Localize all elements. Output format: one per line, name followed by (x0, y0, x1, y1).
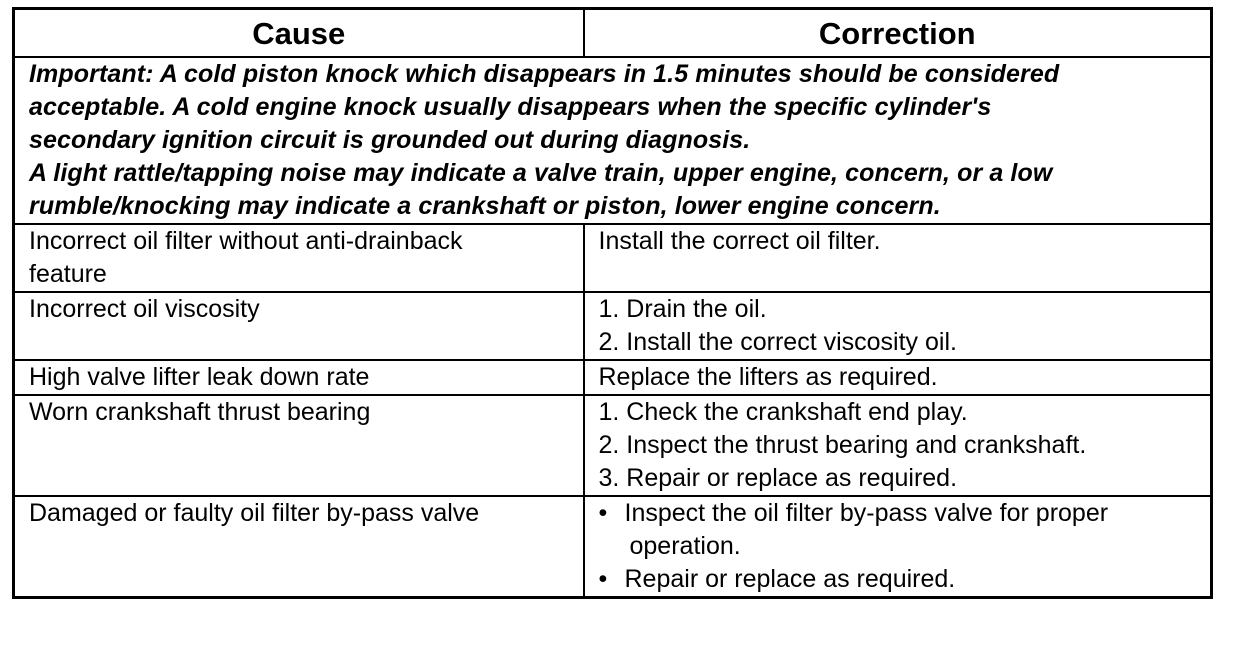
table-row (14, 292, 1212, 360)
correction-step: 2. Install the correct viscosity oil. (598, 328, 957, 356)
table-row (14, 496, 1212, 598)
note-row (14, 57, 1212, 224)
note-line: Important: A cold piston knock which disappears in 1.5 minutes should be considered (29, 60, 1060, 88)
correction-cell (584, 292, 1212, 360)
correction-cell (584, 496, 1212, 598)
correction-cell (584, 395, 1212, 496)
cause-text: Incorrect oil filter without anti-drainback (29, 227, 463, 255)
header-row (14, 9, 1212, 58)
bullet-text-continued: operation. (629, 532, 741, 560)
cause-cell (14, 360, 584, 395)
cause-text: High valve lifter leak down rate (29, 363, 370, 391)
cause-cell (14, 224, 584, 292)
correction-step: 3. Repair or replace as required. (598, 464, 958, 492)
bullet-symbol: • (598, 565, 608, 593)
correction-step: 1. Drain the oil. (598, 295, 767, 323)
correction-text: Install the correct oil filter. (598, 227, 881, 255)
cause-text: Damaged or faulty oil filter by-pass valve (29, 499, 480, 527)
cause-cell (14, 292, 584, 360)
bullet-item (599, 563, 1197, 596)
cause-cell (14, 496, 584, 598)
note-line: rumble/knocking may indicate a crankshaft or piston, lower engine concern. (29, 192, 941, 220)
cause-header: Cause (14, 9, 584, 58)
correction-cell (584, 360, 1212, 395)
correction-text: Replace the lifters as required. (598, 363, 938, 391)
bullet-symbol: • (598, 499, 608, 527)
diagnosis-table (12, 7, 1213, 599)
cause-text: feature (29, 260, 107, 288)
cause-text: Worn crankshaft thrust bearing (29, 398, 371, 426)
cause-cell (14, 395, 584, 496)
bullet-text: Inspect the oil filter by-pass valve for proper (624, 499, 1109, 527)
correction-header: Correction (584, 9, 1212, 58)
table-row (14, 224, 1212, 292)
table-row (14, 395, 1212, 496)
important-note (14, 57, 1212, 224)
correction-step: 1. Check the crankshaft end play. (598, 398, 968, 426)
note-line: secondary ignition circuit is grounded out during diagnosis. (29, 126, 751, 154)
table-row (14, 360, 1212, 395)
correction-step: 2. Inspect the thrust bearing and crankshaft. (598, 431, 1087, 459)
bullet-item (599, 497, 1197, 530)
note-line: acceptable. A cold engine knock usually disappears when the specific cylinder's (29, 93, 992, 121)
bullet-text: Repair or replace as required. (624, 565, 956, 593)
cause-text: Incorrect oil viscosity (29, 295, 260, 323)
note-line: A light rattle/tapping noise may indicate a valve train, upper engine, concern, or a low (29, 159, 1053, 187)
correction-cell (584, 224, 1212, 292)
